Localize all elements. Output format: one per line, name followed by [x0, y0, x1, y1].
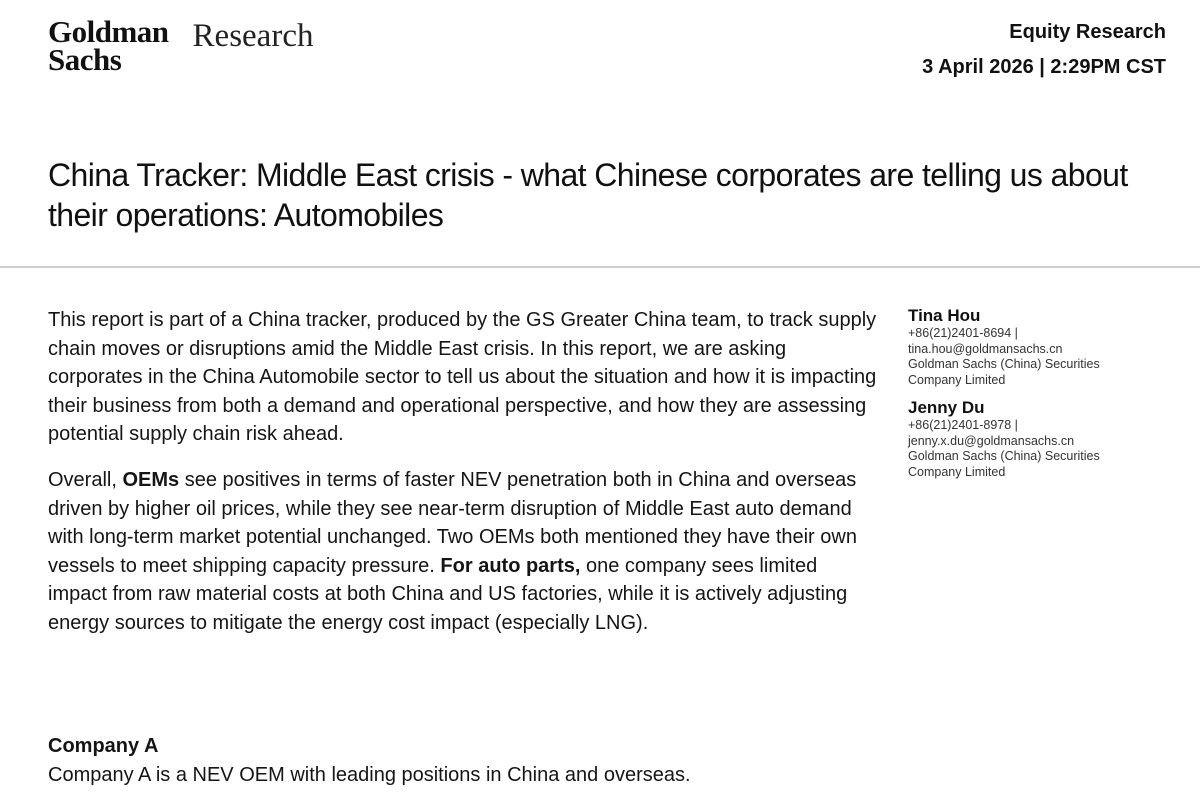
summary-bold-auto-parts: For auto parts,: [440, 554, 581, 577]
author-firm-suffix: Company Limited: [908, 464, 1006, 479]
authors-sidebar: [908, 306, 1168, 490]
author-firm: Goldman Sachs (China) Securities: [908, 449, 1100, 463]
author-name: Jenny Du: [908, 398, 985, 417]
header-divider: [0, 266, 1200, 268]
author-email[interactable]: jenny.x.du@goldmansachs.cn: [908, 433, 1075, 448]
logo-wordmark: [48, 14, 169, 77]
summary-text-auto-parts: one company sees limited impact from raw material costs at both China and US factories, while it is actively adjusting energy sources to mitigate the energy cost impact (especially LNG).: [48, 554, 848, 634]
summary-bold-oems: OEMs: [122, 468, 180, 491]
report-meta: [922, 20, 1166, 79]
author-card: [908, 306, 1168, 388]
summary-lead: Overall,: [48, 468, 123, 491]
company-a-description: Company A is a NEV OEM with leading positions in China and overseas.: [48, 764, 691, 786]
author-email[interactable]: tina.hou@goldmansachs.cn: [908, 341, 1063, 356]
logo-line-2: Sachs: [48, 42, 122, 77]
summary-paragraph: [48, 466, 878, 638]
author-card: [908, 398, 1168, 480]
goldman-sachs-research-logo: [48, 14, 314, 77]
author-phone: +86(21)2401-8694 |: [908, 326, 1018, 340]
author-phone: +86(21)2401-8978 |: [908, 418, 1018, 432]
company-a-heading: Company A: [48, 735, 159, 757]
author-name: Tina Hou: [908, 306, 981, 325]
report-body: [48, 306, 878, 638]
logo-line-1: Goldman: [48, 14, 169, 49]
author-firm: Goldman Sachs (China) Securities: [908, 357, 1100, 371]
report-category: Equity Research: [1009, 21, 1166, 43]
summary-text-oems: see positives in terms of faster NEV penetration both in China and overseas driven by higher oil prices, while they see near-term disruption of Middle East auto demand with long-term market potential unchanged. Two OEMs both mentioned they have their own vessels to meet shipping capacity pressure.: [48, 468, 857, 577]
author-firm-suffix: Company Limited: [908, 372, 1006, 387]
report-title: China Tracker: Middle East crisis - what Chinese corporates are telling us about their operations: Automobiles: [48, 157, 1128, 233]
logo-research-label: Research: [192, 18, 314, 54]
intro-paragraph: This report is part of a China tracker, produced by the GS Greater China team, to track supply chain moves or disruptions amid the Middle East crisis. In this report, we are asking corporates in the China Automobile sector to tell us about the situation and how it is impacting their business from both a demand and operational perspective, and how they are assessing potential supply chain risk ahead.: [48, 309, 877, 446]
report-date: 3 April 2026 | 2:29PM CST: [922, 56, 1166, 78]
